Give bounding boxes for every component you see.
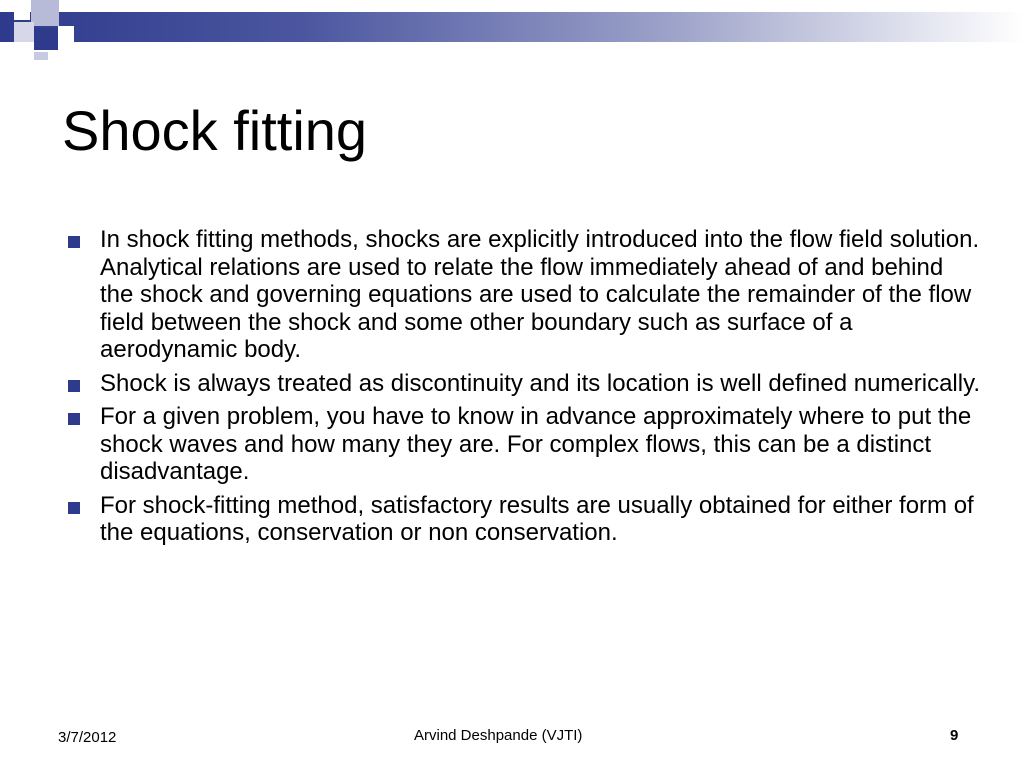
- bullet-list: [62, 226, 982, 553]
- decor-square: [31, 0, 59, 26]
- decor-square: [14, 22, 34, 42]
- bullet-text: Shock is always treated as discontinuity and its location is well defined numerically.: [100, 369, 980, 397]
- header-gradient-bar: [0, 12, 1024, 42]
- footer-author: Arvind Deshpande (VJTI): [414, 727, 583, 744]
- decor-square: [60, 0, 76, 12]
- bullet-text: In shock fitting methods, shocks are explicitly introduced into the flow field solution. Analytical relations are used to relate the flow immediately ahead of and behind the shock and governing equations are used to calculate the remainder of the flow field between the shock and some other boundary such as surface of a aerodynamic body.: [100, 226, 980, 363]
- square-bullet-icon: [68, 413, 80, 425]
- square-bullet-icon: [68, 380, 80, 392]
- bullet-item: [62, 403, 982, 486]
- bullet-item: [62, 226, 982, 364]
- decor-square: [14, 4, 30, 20]
- decor-square: [34, 52, 48, 60]
- bullet-text: For a given problem, you have to know in advance approximately where to put the shock waves and how many they are. For complex flows, this can be a distinct disadvantage.: [100, 403, 972, 485]
- bullet-text: For shock-fitting method, satisfactory results are usually obtained for either form of the equations, conservation or non conservation.: [100, 491, 974, 546]
- decor-square: [58, 26, 74, 42]
- square-bullet-icon: [68, 236, 80, 248]
- decor-square: [34, 28, 58, 50]
- footer-date: 3/7/2012: [58, 729, 117, 746]
- slide-title: Shock fitting: [62, 99, 368, 162]
- bullet-item: [62, 370, 982, 398]
- bullet-item: [62, 492, 982, 547]
- square-bullet-icon: [68, 502, 80, 514]
- page-number: 9: [950, 727, 959, 744]
